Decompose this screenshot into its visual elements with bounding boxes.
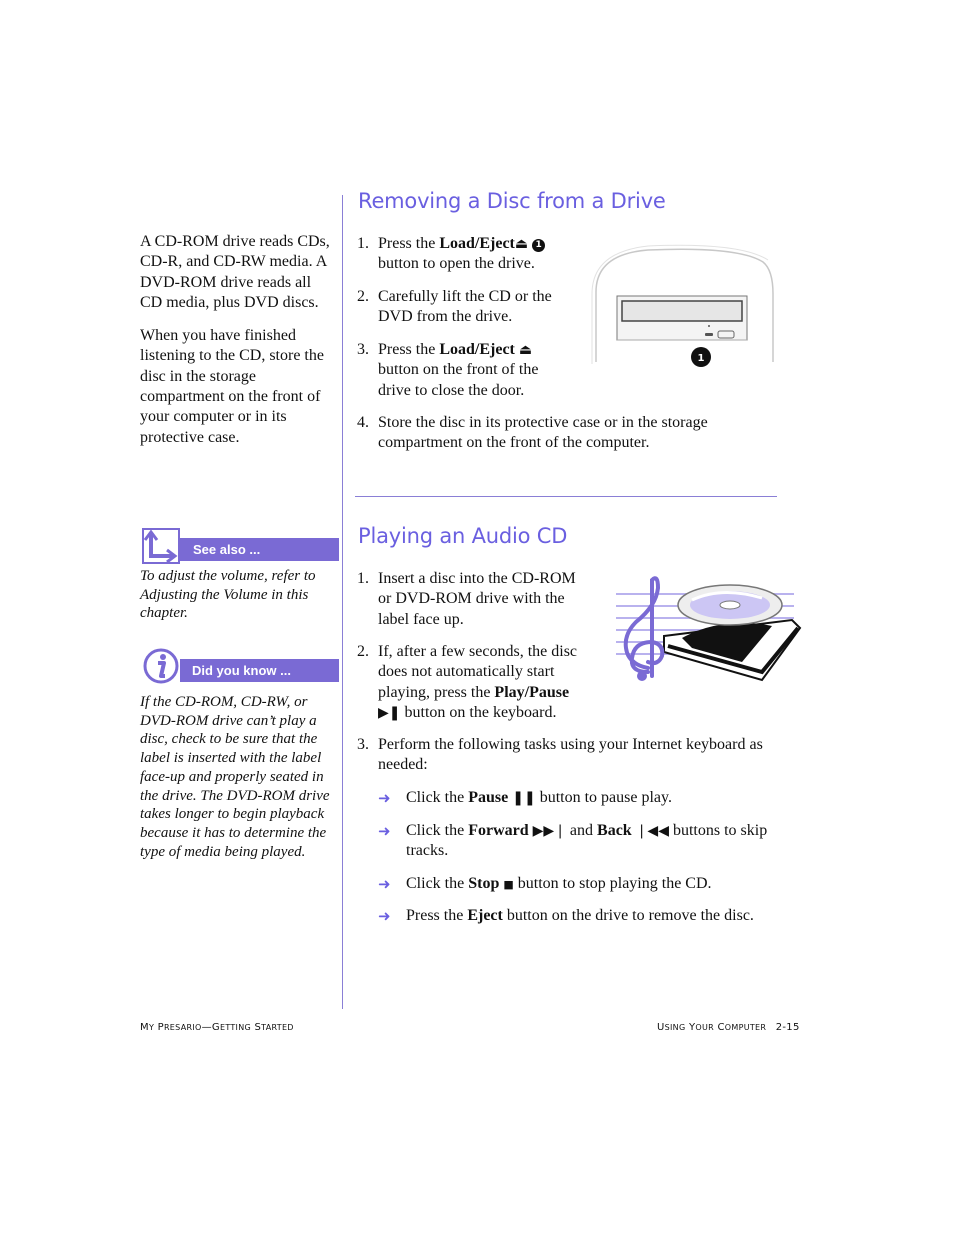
- stop-label: Stop: [468, 875, 500, 892]
- footer-char: —: [201, 1022, 212, 1033]
- footer-left: [140, 1022, 294, 1033]
- step-text: button on the front of the drive to close the door.: [378, 361, 539, 399]
- bullet-text: button to pause play.: [535, 789, 672, 806]
- did-you-know-label: Did you know ...: [180, 659, 339, 682]
- step-number: 1.: [357, 235, 369, 252]
- bullet-text: Click the: [406, 789, 469, 806]
- eject-label: Eject: [467, 907, 503, 924]
- bullet-text: Click the: [406, 822, 469, 839]
- info-icon: [143, 648, 179, 684]
- step-text: button to open the drive.: [378, 255, 535, 273]
- step-number: 2.: [357, 288, 369, 305]
- step-text: Carefully lift the CD or the DVD from the drive.: [378, 288, 552, 326]
- step-number: 3.: [357, 736, 369, 753]
- column-divider: [342, 195, 343, 1009]
- did-you-know-text: If the CD-ROM, CD-RW, or DVD-ROM drive can’t play a disc, check to be sure that the label is inserted with the label face-up and properly seated in the drive. The DVD-ROM drive takes longer to begin playback because it has to determine the type of media being played.: [140, 694, 330, 860]
- step-number: 2.: [357, 643, 369, 660]
- footer-char: S: [254, 1022, 262, 1033]
- stop-icon: ■: [503, 878, 514, 891]
- load-eject-label: Load/Eject: [439, 341, 515, 358]
- step-text: Store the disc in its protective case or in the storage compartment on the front of the computer.: [378, 414, 708, 452]
- forward-icon: ▶▶❘: [532, 823, 566, 839]
- footer-char: SING: [664, 1023, 686, 1032]
- bullet-text: button on the drive to remove the disc.: [502, 907, 754, 924]
- step-number: 1.: [357, 570, 369, 587]
- back-icon: ❘◀◀: [635, 823, 669, 839]
- load-eject-label: Load/Eject: [439, 235, 515, 252]
- sidebar-intro: [140, 232, 335, 448]
- footer-char: RESARIO: [163, 1023, 202, 1032]
- footer-right: [657, 1022, 800, 1033]
- eject-icon: ⏏: [514, 236, 529, 252]
- footer-char: Y: [688, 1022, 696, 1033]
- bullet-text: buttons to skip tracks.: [406, 822, 768, 860]
- step-text: Press the: [378, 341, 440, 358]
- callout-badge: 1: [532, 239, 545, 252]
- bullet-text: Press the: [406, 907, 468, 924]
- eject-icon: ⏏: [518, 342, 533, 358]
- footer-char: OMPUTER: [724, 1023, 767, 1032]
- step-text: Insert a disc into the CD-ROM or DVD-ROM drive with the label face up.: [378, 570, 576, 628]
- section-divider: [355, 496, 777, 497]
- play-pause-label: Play/Pause: [494, 683, 570, 701]
- footer-char: TARTED: [261, 1023, 294, 1032]
- footer-char: ETTING: [219, 1023, 251, 1032]
- bullet-text: and: [565, 822, 598, 839]
- arrow-right-icon: ➜: [378, 907, 391, 925]
- corner-arrow-icon: [142, 528, 180, 564]
- intro-paragraph-1: A CD-ROM drive reads CDs, CD-R, and CD-RW media. A DVD-ROM drive reads all CD media, plus DVD discs.: [140, 233, 330, 311]
- figure-callout: 1: [697, 353, 705, 364]
- bullet-text: Click the: [406, 875, 469, 892]
- step-text: Press the: [378, 235, 440, 252]
- did-you-know-box: [140, 648, 339, 684]
- step-number: 3.: [357, 341, 369, 358]
- step-text: If, after a few seconds, the disc does not automatically start playing, press the: [378, 643, 578, 701]
- footer-char: Y: [148, 1023, 155, 1032]
- footer-char: G: [211, 1022, 220, 1033]
- footer-char: OUR: [695, 1023, 714, 1032]
- footer-char: C: [717, 1022, 725, 1033]
- arrow-right-icon: ➜: [378, 822, 391, 840]
- footer-char: U: [657, 1022, 665, 1033]
- back-label: Back: [597, 822, 632, 839]
- pause-label: Pause: [468, 789, 509, 806]
- section-title-removing-disc: Removing a Disc from a Drive: [358, 189, 666, 213]
- step-number: 4.: [357, 414, 369, 431]
- footer-char: P: [157, 1022, 164, 1033]
- see-also-text: To adjust the volume, refer to Adjusting the Volume in this chapter.: [140, 568, 316, 622]
- bullet-text: button to stop playing the CD.: [513, 875, 712, 892]
- step-text: Perform the following tasks using your Internet keyboard as needed:: [378, 736, 763, 774]
- intro-paragraph-2: When you have finished listening to the CD, store the disc in the storage compartment on the front of your computer or in its protective case.: [140, 327, 324, 446]
- cd-drive-illustration: [588, 244, 778, 370]
- step-text: button on the keyboard.: [400, 703, 557, 721]
- section-title-playing-audio-cd: Playing an Audio CD: [358, 524, 568, 548]
- audio-cd-illustration: [612, 576, 802, 684]
- arrow-right-icon: ➜: [378, 875, 391, 893]
- play-pause-icon: ▶❚: [378, 704, 401, 721]
- page-number: 2-15: [775, 1022, 800, 1033]
- see-also-box: [140, 528, 339, 564]
- see-also-label: See also ...: [180, 538, 339, 561]
- forward-label: Forward: [468, 822, 529, 839]
- arrow-right-icon: ➜: [378, 789, 391, 807]
- pause-icon: ❚❚: [512, 790, 536, 806]
- footer-char: M: [140, 1022, 149, 1033]
